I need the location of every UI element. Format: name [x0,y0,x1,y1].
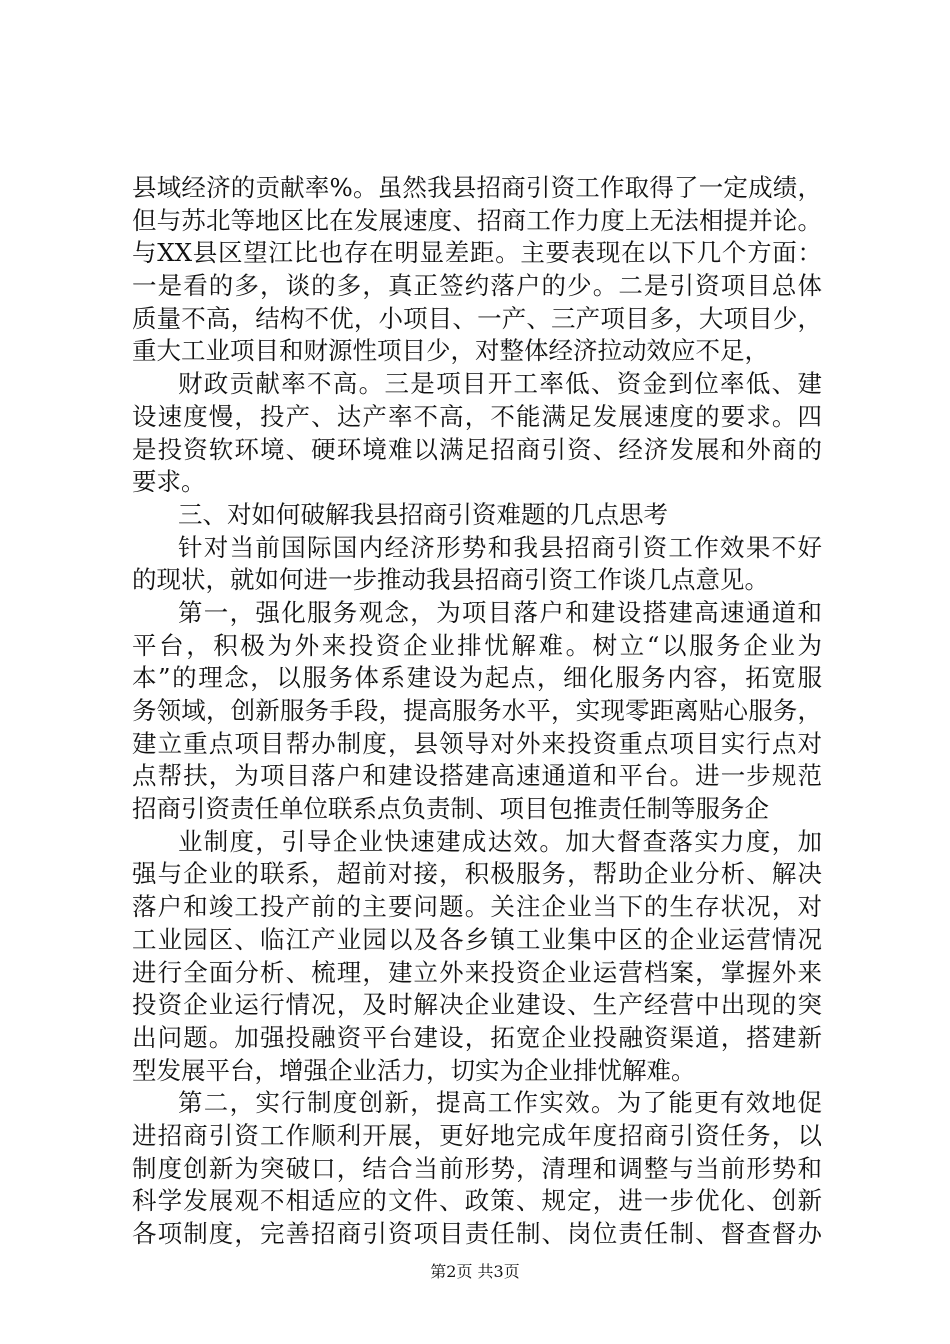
text-line: 进行全面分析、梳理，建立外来投资企业运营档案，掌握外来 [132,957,822,987]
text-line: 第一，强化服务观念，为项目落户和建设搭建高速通道和 [178,597,822,627]
text-line: 强与企业的联系，超前对接，积极服务，帮助企业分析、解决 [132,859,822,889]
text-line: 是投资软环境、硬环境难以满足招商引资、经济发展和外商的 [132,434,822,464]
page-footer: 第2页 共3页 [430,1262,520,1281]
text-line: 型发展平台，增强企业活力，切实为企业排忧解难。 [132,1055,696,1085]
text-line: 进招商引资工作顺利开展，更好地完成年度招商引资任务，以 [132,1120,822,1150]
text-line: 科学发展观不相适应的文件、政策、规定，进一步优化、创新 [132,1186,822,1216]
text-line: 第二，实行制度创新，提高工作实效。为了能更有效地促 [178,1088,822,1118]
text-line: 落户和竣工投产前的主要问题。关注企业当下的生存状况，对 [132,892,822,922]
text-line: 点帮扶，为项目落户和建设搭建高速通道和平台。进一步规范 [132,761,822,791]
text-line: 县域经济的贡献率%。虽然我县招商引资工作取得了一定成绩， [132,173,822,202]
text-line: 制度创新为突破口，结合当前形势，清理和调整与当前形势和 [132,1153,822,1183]
text-line: 业制度，引导企业快速建成达效。加大督查落实力度，加 [178,826,822,856]
text-line: 出问题。加强投融资平台建设，拓宽企业投融资渠道，搭建新 [132,1022,822,1052]
text-line: 建立重点项目帮办制度，县领导对外来投资重点项目实行点对 [132,728,822,758]
text-line: 与XX县区望江比也存在明显差距。主要表现在以下几个方面： [132,238,822,268]
text-line: 重大工业项目和财源性项目少，对整体经济拉动效应不足， [132,336,769,366]
text-line: 三、对如何破解我县招商引资难题的几点思考 [178,499,668,529]
text-line: 工业园区、临江产业园以及各乡镇工业集中区的企业运营情况 [132,924,822,954]
text-line: 要求。 [132,467,206,497]
text-line: 各项制度，完善招商引资项目责任制、岗位责任制、督查督办 [132,1219,822,1248]
text-line: 针对当前国际国内经济形势和我县招商引资工作效果不好 [178,532,822,562]
text-line: 一是看的多，谈的多，真正签约落户的少。二是引资项目总体 [132,271,822,301]
text-line: 平台，积极为外来投资企业排忧解难。树立“以服务企业为 [132,630,822,660]
document-body [132,172,822,1251]
text-line: 本”的理念，以服务体系建设为起点，细化服务内容，拓宽服 [132,663,822,693]
text-line: 质量不高，结构不优，小项目、一产、三产项目多，大项目少， [132,303,822,333]
text-line: 投资企业运行情况，及时解决企业建设、生产经营中出现的突 [132,990,822,1020]
text-line: 财政贡献率不高。三是项目开工率低、资金到位率低、建 [178,369,822,399]
text-line: 的现状，就如何进一步推动我县招商引资工作谈几点意见。 [132,565,769,595]
text-line: 务领域，创新服务手段，提高服务水平，实现零距离贴心服务， [132,696,822,725]
text-line: 设速度慢，投产、达产率不高，不能满足发展速度的要求。四 [132,401,822,431]
text-line: 招商引资责任单位联系点负责制、项目包推责任制等服务企 [132,794,769,824]
text-line: 但与苏北等地区比在发展速度、招商工作力度上无法相提并论。 [132,205,822,235]
